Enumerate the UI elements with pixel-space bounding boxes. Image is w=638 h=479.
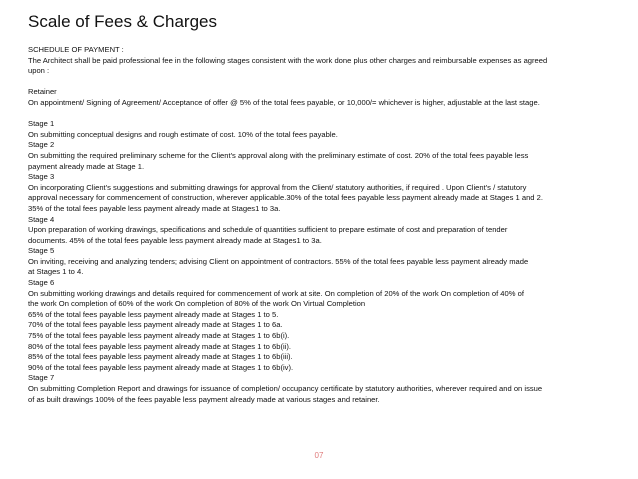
text-line: On appointment/ Signing of Agreement/ Acceptance of offer @ 5% of the total fees payable, or 10,000/= whichever is higher, adjustable at the last stage. [28, 97, 540, 107]
text-line: 65% of the total fees payable less payment already made at Stages 1 to 5. [28, 309, 279, 319]
text-line: On submitting the required preliminary scheme for the Client's approval along with the preliminary estimate of cost. 20% of the total fees payable less [28, 150, 529, 160]
text-line: 85% of the total fees payable less payment already made at Stages 1 to 6b(iii). [28, 352, 293, 362]
text-line: Stage 7 [28, 373, 55, 383]
text-line: 75% of the total fees payable less payment already made at Stages 1 to 6b(i). [28, 331, 290, 341]
text-line: payment already made at Stage 1. [28, 161, 145, 171]
text-line: upon : [28, 66, 50, 76]
text-line: On inviting, receiving and analyzing tenders; advising Client on appointment of contractors. 55% of the total fees payable less payment already made [28, 256, 529, 266]
text-line: 35% of the total fees payable less payment already made at Stages1 to 3a. [28, 203, 281, 213]
text-line: documents. 45% of the total fees payable less payment already made at Stages1 to 3a. [28, 235, 322, 245]
text-line: The Architect shall be paid professional fee in the following stages consistent with the work done plus other charges and reimbursable expenses as agreed [28, 55, 548, 65]
text-line: On incorporating Client's suggestions and submitting drawings for approval from the Client/ statutory authorities, if required . Upon Client's / statutory [28, 182, 527, 192]
page-number: 07 [314, 451, 324, 460]
text-line: Stage 2 [28, 140, 55, 150]
text-line: Stage 3 [28, 172, 55, 182]
text-line: On submitting working drawings and details required for commencement of work at site. On completion of 20% of the work On completion of 40% of [28, 288, 524, 298]
text-line: Stage 4 [28, 214, 55, 224]
text-line: Retainer [28, 87, 57, 97]
text-line: at Stages 1 to 4. [28, 267, 84, 277]
text-line: SCHEDULE OF PAYMENT : [28, 45, 124, 54]
payment-schedule-body [28, 45, 618, 405]
blank-line [28, 77, 618, 88]
blank-line [28, 109, 618, 120]
text-line: 70% of the total fees payable less payment already made at Stages 1 to 6a. [28, 320, 283, 330]
text-line: the work On completion of 60% of the work On completion of 80% of the work On Virtual Completion [28, 299, 366, 309]
text-line: approval necessary for commencement of construction, wherever applicable.30% of the total fees payable less payment already made at Stages 1 and 2. [28, 193, 543, 203]
text-line: On submitting Completion Report and drawings for issuance of completion/ occupancy certificate by statutory authorities, wherever required and on issue [28, 384, 543, 393]
page-title: Scale of Fees & Charges [28, 12, 217, 31]
text-line: Stage 5 [28, 246, 55, 256]
text-line: On submitting conceptual designs and rough estimate of cost. 10% of the total fees payable. [28, 129, 338, 139]
text-line: 90% of the total fees payable less payment already made at Stages 1 to 6b(iv). [28, 362, 294, 372]
text-line: Stage 6 [28, 278, 55, 288]
text-line: 80% of the total fees payable less payment already made at Stages 1 to 6b(ii). [28, 341, 291, 351]
text-line: of as built drawings 100% of the fees payable less payment already made at various stages and retainer. [28, 394, 380, 404]
text-line: Upon preparation of working drawings, specifications and schedule of quantities sufficient to prepare estimate of cost and preparation of tender [28, 225, 508, 235]
text-line: Stage 1 [28, 119, 55, 129]
